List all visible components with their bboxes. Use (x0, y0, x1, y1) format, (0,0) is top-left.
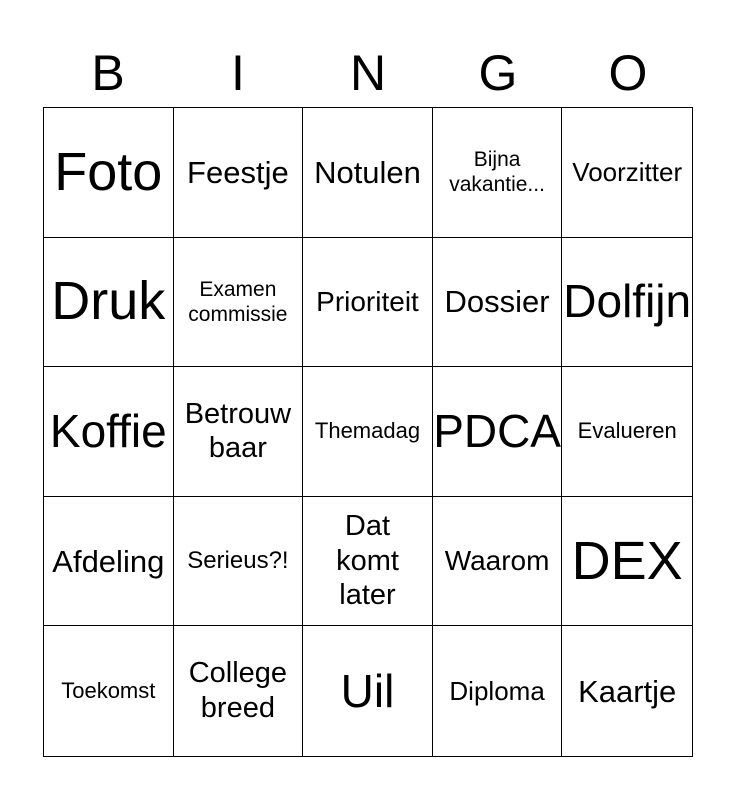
bingo-cell-label: Dossier (444, 284, 550, 320)
bingo-board (43, 107, 693, 757)
header-letter-n: N (349, 45, 387, 101)
bingo-cell[interactable] (562, 367, 692, 497)
bingo-cell[interactable] (174, 497, 304, 627)
bingo-cell-label: Kaartje (578, 673, 677, 709)
bingo-cell-label: Uil (340, 664, 395, 717)
bingo-cell-label: DEX (571, 530, 683, 591)
bingo-cell-label: Serieus?! (187, 546, 289, 574)
bingo-cell[interactable] (303, 108, 433, 238)
bingo-cell[interactable] (44, 626, 174, 756)
bingo-cell[interactable] (44, 238, 174, 368)
bingo-cell[interactable] (303, 238, 433, 368)
bingo-cell[interactable] (44, 367, 174, 497)
bingo-cell-label: Dolfijn (563, 275, 692, 328)
bingo-cell[interactable] (433, 238, 563, 368)
header-letter-i: I (231, 45, 245, 101)
bingo-cell[interactable] (303, 367, 433, 497)
bingo-cell-label: Foto (54, 141, 163, 202)
bingo-cell-label: College breed (188, 657, 288, 725)
bingo-cell-label: Notulen (314, 154, 421, 190)
bingo-cell-label: Koffie (49, 404, 167, 457)
header-letter-b: B (91, 45, 125, 101)
bingo-cell[interactable] (303, 497, 433, 627)
bingo-cell-label: Toekomst (61, 678, 156, 703)
bingo-cell-label: PDCA (433, 404, 561, 457)
bingo-cell[interactable] (433, 497, 563, 627)
bingo-header (43, 40, 693, 106)
bingo-cell[interactable] (562, 497, 692, 627)
bingo-cell-label: Druk (51, 271, 166, 332)
bingo-cell[interactable] (562, 108, 692, 238)
bingo-cell[interactable] (433, 367, 563, 497)
bingo-cell[interactable] (303, 626, 433, 756)
bingo-cell[interactable] (433, 626, 563, 756)
bingo-cell[interactable] (174, 238, 304, 368)
bingo-cell[interactable] (174, 108, 304, 238)
bingo-cell-label: Dat komt later (336, 509, 399, 612)
bingo-cell-label: Bijna vakantie... (449, 148, 545, 197)
bingo-cell[interactable] (174, 367, 304, 497)
bingo-cell-label: Prioriteit (316, 286, 419, 318)
bingo-cell-label: Betrouw baar (184, 397, 292, 465)
bingo-cell-label: Themadag (314, 418, 421, 444)
bingo-cell-label: Waarom (444, 545, 550, 577)
bingo-cell[interactable] (174, 626, 304, 756)
header-letter-g: G (478, 45, 518, 101)
header-letter-o: O (608, 45, 648, 101)
bingo-cell[interactable] (562, 238, 692, 368)
bingo-cell[interactable] (562, 626, 692, 756)
bingo-cell-label: Examen commissie (188, 277, 288, 326)
bingo-cell-label: Evalueren (577, 418, 677, 444)
bingo-cell[interactable] (433, 108, 563, 238)
bingo-cell[interactable] (44, 108, 174, 238)
bingo-cell-label: Afdeling (52, 543, 165, 579)
bingo-cell-label: Voorzitter (572, 156, 683, 187)
bingo-cell-label: Diploma (449, 675, 545, 706)
bingo-cell[interactable] (44, 497, 174, 627)
bingo-cell-label: Feestje (187, 154, 289, 190)
